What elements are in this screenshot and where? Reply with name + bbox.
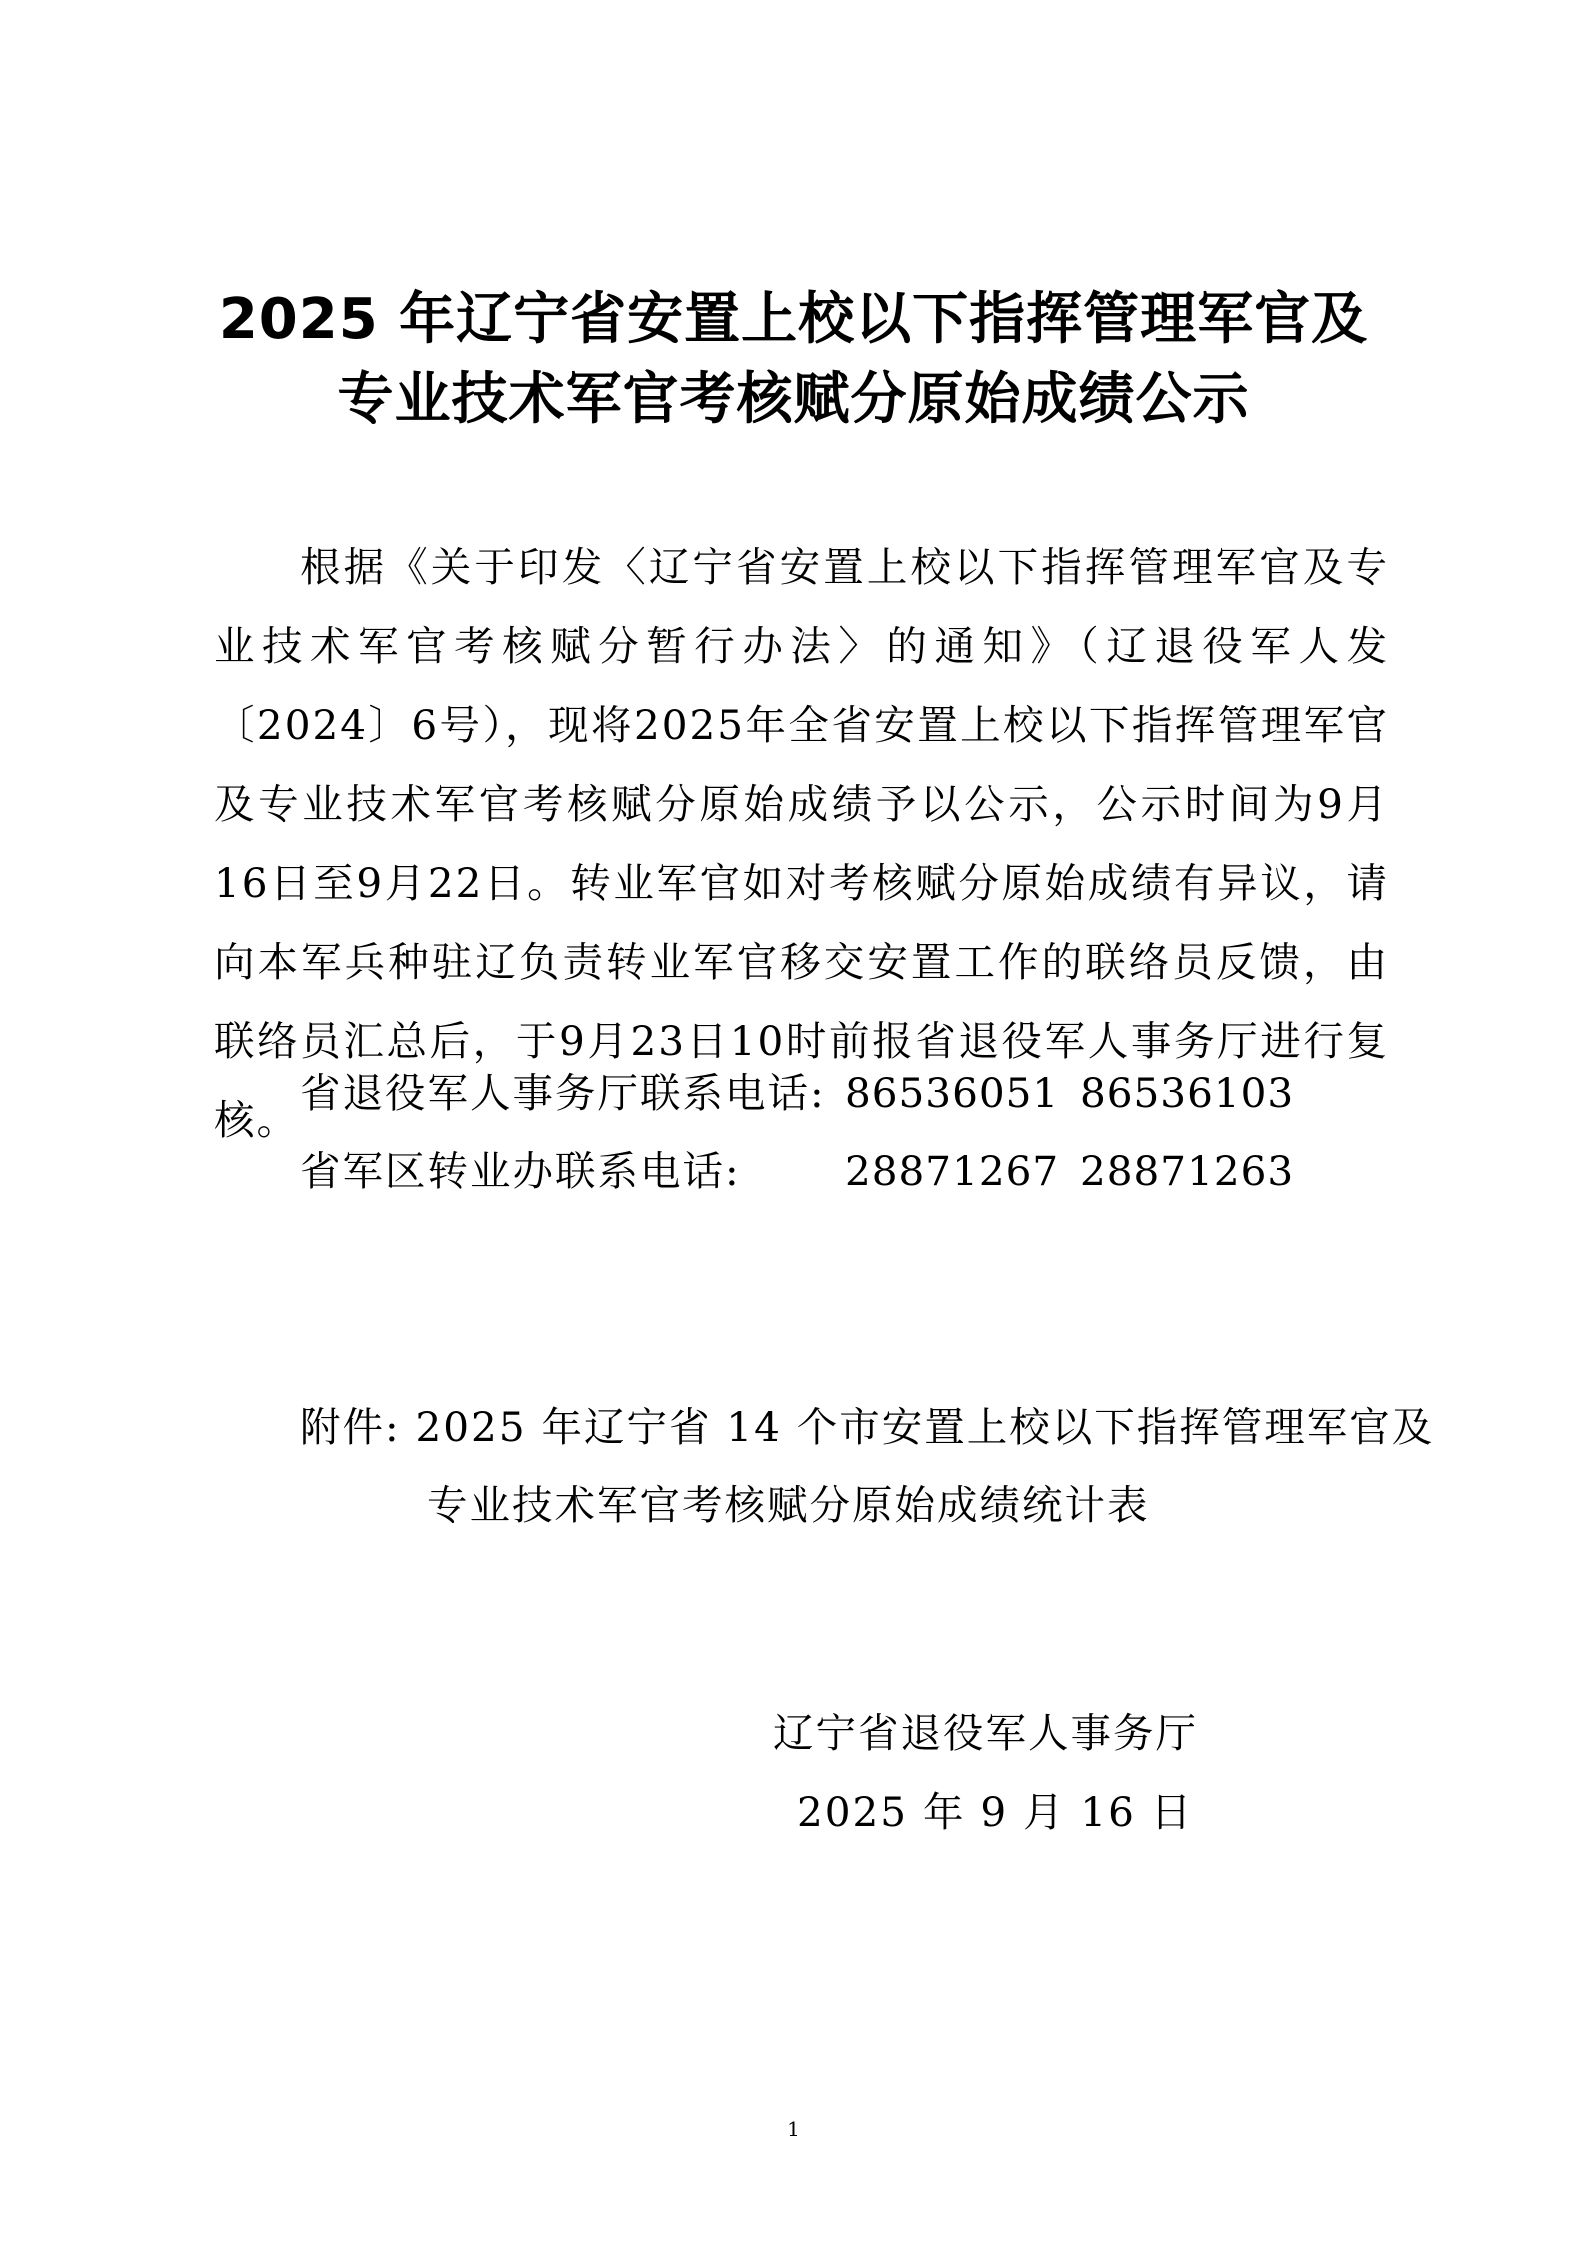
body-paragraph: 根据《关于印发〈辽宁省安置上校以下指挥管理军官及专业技术军官考核赋分暂行办法〉的通知》（辽退役军人发〔2024〕6号），现将2025年全省安置上校以下指挥管理军官及专业技术军官考核赋分原始成绩予以公示，公示时间为9月16日至9月22日。转业军官如对考核赋分原始成绩有异议，请向本军兵种驻辽负责转业军官移交安置工作的联络员反馈，由联络员汇总后，于9月23日10时前报省退役军人事务厅进行复核。: [214, 543, 1389, 1144]
contact-phone: 86536051: [845, 1069, 1060, 1117]
contact-line-veterans-affairs: [300, 1060, 1315, 1119]
document-title-line-2: 专业技术军官考核赋分原始成绩公示: [337, 367, 1250, 432]
signature-date: 2025 年 9 月 16 日: [797, 1788, 1194, 1836]
page-number: 1: [787, 2117, 800, 2141]
contact-phone: 28871263: [1080, 1147, 1295, 1195]
contact-phone: 28871267: [845, 1147, 1060, 1195]
signature-organization: 辽宁省退役军人事务厅: [773, 1709, 1198, 1757]
attachment-line-1: 附件: 2025 年辽宁省 14 个市安置上校以下指挥管理军官及: [300, 1403, 1435, 1451]
contact-line-military-district: [300, 1138, 1315, 1197]
document-title-line-1: 2025 年辽宁省安置上校以下指挥管理军官及: [218, 287, 1369, 352]
contact-label: 省退役军人事务厅联系电话:: [300, 1069, 826, 1117]
contact-phone: 86536103: [1080, 1069, 1295, 1117]
attachment-line-2: 专业技术军官考核赋分原始成绩统计表: [427, 1481, 1150, 1529]
contact-label: 省军区转业办联系电话:: [300, 1147, 741, 1195]
